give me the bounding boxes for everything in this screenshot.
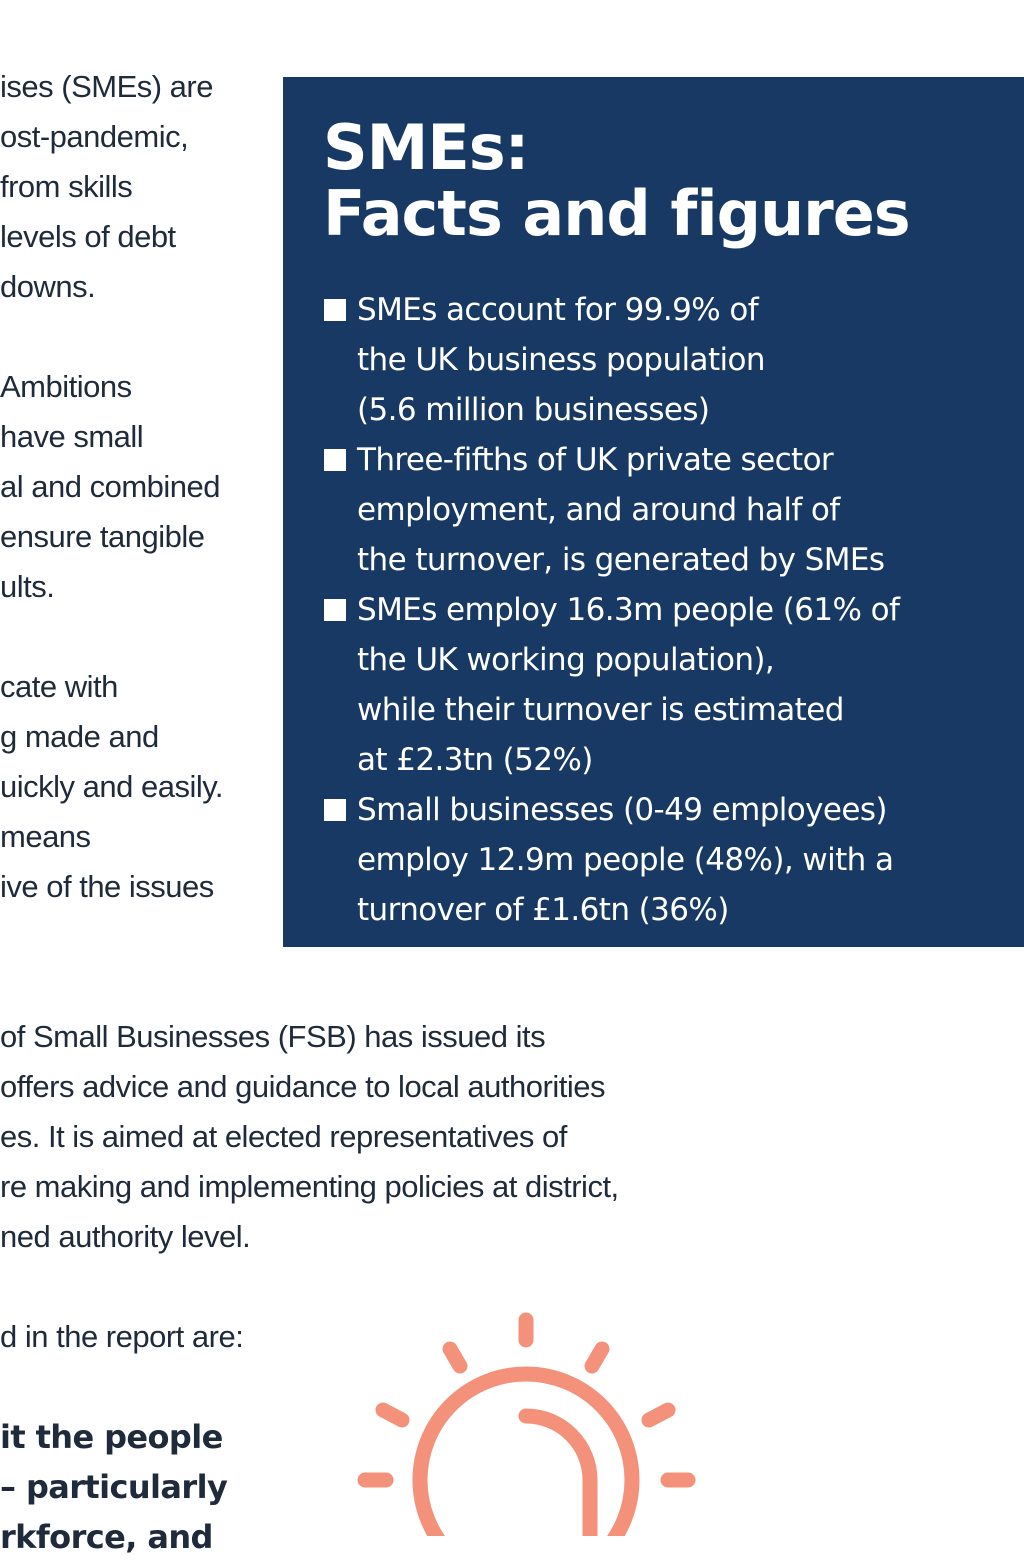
- facts-and-figures-box: [283, 77, 1024, 947]
- body-text-line: means: [0, 819, 91, 854]
- fact-text-line: employment, and around half of: [357, 492, 840, 528]
- body-text-line: ensure tangible: [0, 519, 205, 554]
- body-text-line: Ambitions: [0, 369, 132, 404]
- body-text-line: uickly and easily.: [0, 769, 224, 804]
- bold-text-line: it the people: [0, 1418, 223, 1456]
- body-text-line: g made and: [0, 719, 159, 754]
- fact-item: [323, 435, 984, 585]
- fact-text-line: SMEs employ 16.3m people (61% of: [357, 592, 900, 628]
- paragraph-gap: [0, 312, 250, 362]
- fact-item: [323, 785, 984, 935]
- bold-list-item: [0, 1412, 260, 1562]
- body-text-line: have small: [0, 419, 144, 454]
- square-bullet-icon: [324, 599, 346, 621]
- body-text-line: levels of debt: [0, 219, 176, 254]
- body-text-line: ost-pandemic,: [0, 119, 189, 154]
- body-text-line: ises (SMEs) are: [0, 69, 213, 104]
- body-text-line: al and combined: [0, 469, 220, 504]
- body-text-line: offers advice and guidance to local authorities: [0, 1069, 605, 1104]
- body-text-line: from skills: [0, 169, 133, 204]
- sun-icon: [350, 1300, 710, 1536]
- left-column-text: [0, 62, 250, 912]
- facts-title-line-2: Facts and figures: [323, 177, 910, 250]
- square-bullet-icon: [324, 799, 346, 821]
- fact-text-line: while their turnover is estimated: [357, 692, 844, 728]
- fact-text-line: the turnover, is generated by SMEs: [357, 542, 885, 578]
- fact-item: [323, 285, 984, 435]
- bold-text-line: – particularly: [0, 1468, 228, 1506]
- fact-text-line: at £2.3tn (52%): [357, 742, 593, 778]
- facts-list: [323, 285, 984, 935]
- fact-item: [323, 585, 984, 785]
- facts-box-title: [323, 111, 984, 250]
- fact-text-line: Small businesses (0-49 employees): [357, 792, 887, 828]
- facts-title-line-1: SMEs:: [323, 111, 529, 184]
- fact-text-line: the UK working population),: [357, 642, 775, 678]
- body-text-line: re making and implementing policies at district,: [0, 1169, 619, 1204]
- fact-text-line: (5.6 million businesses): [357, 392, 710, 428]
- fact-text-line: Three-fifths of UK private sector: [357, 442, 834, 478]
- body-text-line: downs.: [0, 269, 96, 304]
- bold-text-line: rkforce, and: [0, 1518, 213, 1556]
- body-text-line: cate with: [0, 669, 118, 704]
- body-text-line: ults.: [0, 569, 55, 604]
- body-text-line: ned authority level.: [0, 1219, 251, 1254]
- fact-text-line: SMEs account for 99.9% of: [357, 292, 759, 328]
- fact-text-line: turnover of £1.6tn (36%): [357, 892, 729, 928]
- fact-text-line: the UK business population: [357, 342, 765, 378]
- body-text-line: of Small Businesses (FSB) has issued its: [0, 1019, 546, 1054]
- fact-text-line: employ 12.9m people (48%), with a: [357, 842, 894, 878]
- square-bullet-icon: [324, 449, 346, 471]
- body-text-line: d in the report are:: [0, 1319, 244, 1354]
- body-text-line: es. It is aimed at elected representatives of: [0, 1119, 567, 1154]
- square-bullet-icon: [324, 299, 346, 321]
- paragraph-gap: [0, 612, 250, 662]
- body-text-line: ive of the issues: [0, 869, 214, 904]
